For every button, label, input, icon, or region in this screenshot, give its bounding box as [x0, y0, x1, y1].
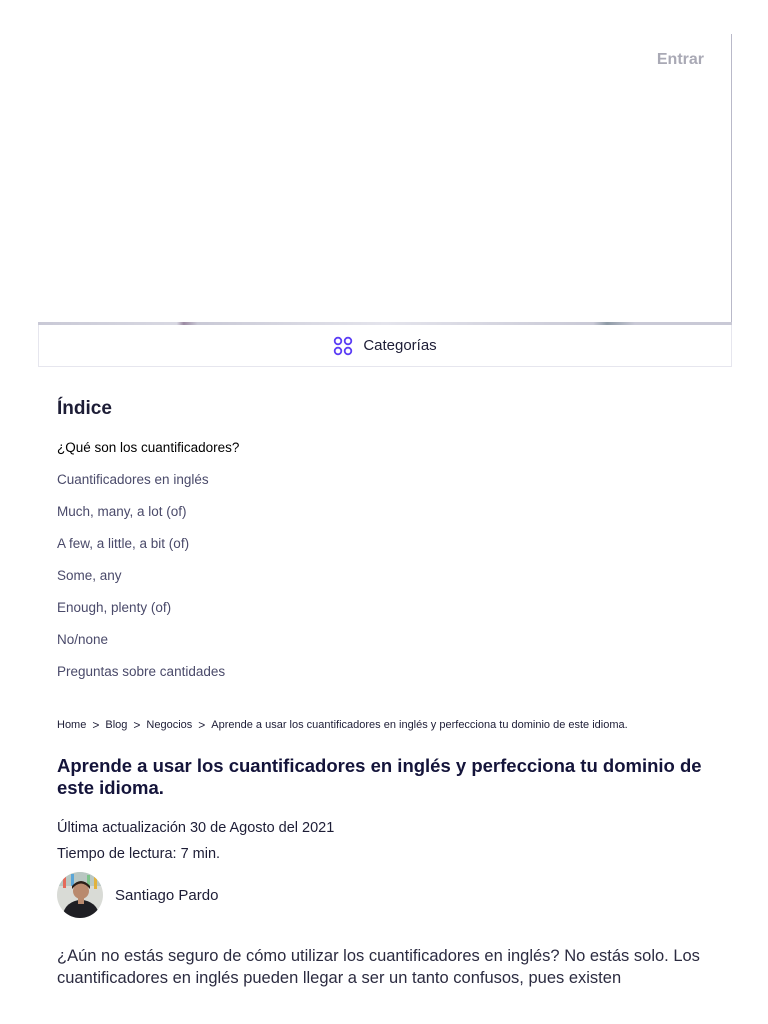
index-item[interactable]: ¿Qué son los cuantificadores?: [57, 440, 240, 455]
breadcrumb-separator: >: [92, 718, 100, 732]
author[interactable]: [57, 872, 218, 918]
index-item[interactable]: Enough, plenty (of): [57, 600, 172, 615]
index-item[interactable]: Cuantificadores en inglés: [57, 472, 209, 487]
categories-label: Categorías: [363, 337, 437, 354]
hero-banner: [38, 34, 732, 324]
index-title: Índice: [57, 398, 112, 419]
breadcrumb-home[interactable]: Home: [57, 719, 87, 731]
index-item[interactable]: A few, a little, a bit (of): [57, 536, 190, 551]
index-item[interactable]: Preguntas sobre cantidades: [57, 664, 226, 679]
breadcrumb-current: Aprende a usar los cuantificadores en inglés y perfecciona tu dominio de este idioma.: [211, 719, 628, 731]
index-item[interactable]: Some, any: [57, 568, 122, 583]
breadcrumb-separator: >: [133, 718, 141, 732]
article-title: Aprende a usar los cuantificadores en inglés y perfecciona tu dominio de este idioma.: [57, 755, 702, 798]
breadcrumb: [57, 718, 628, 732]
last-updated: Última actualización 30 de Agosto del 2021: [57, 820, 335, 836]
avatar: [57, 872, 103, 918]
author-name: Santiago Pardo: [115, 886, 219, 904]
breadcrumb-separator: >: [198, 718, 206, 732]
grid-icon: [333, 336, 353, 356]
breadcrumb-blog[interactable]: Blog: [105, 719, 128, 731]
index-list: [57, 440, 239, 696]
breadcrumb-negocios[interactable]: Negocios: [146, 719, 193, 731]
index-item[interactable]: No/none: [57, 632, 109, 647]
article-body: ¿Aún no estás seguro de cómo utilizar los cuantificadores en inglés? No estás solo. Los cuantificadores en inglés pueden llegar a ser un tanto confusos, pues existen: [57, 947, 700, 987]
index-item[interactable]: Much, many, a lot (of): [57, 504, 187, 519]
categories-button[interactable]: [38, 325, 732, 367]
login-link[interactable]: Entrar: [656, 51, 704, 68]
reading-time: Tiempo de lectura: 7 min.: [57, 846, 221, 862]
